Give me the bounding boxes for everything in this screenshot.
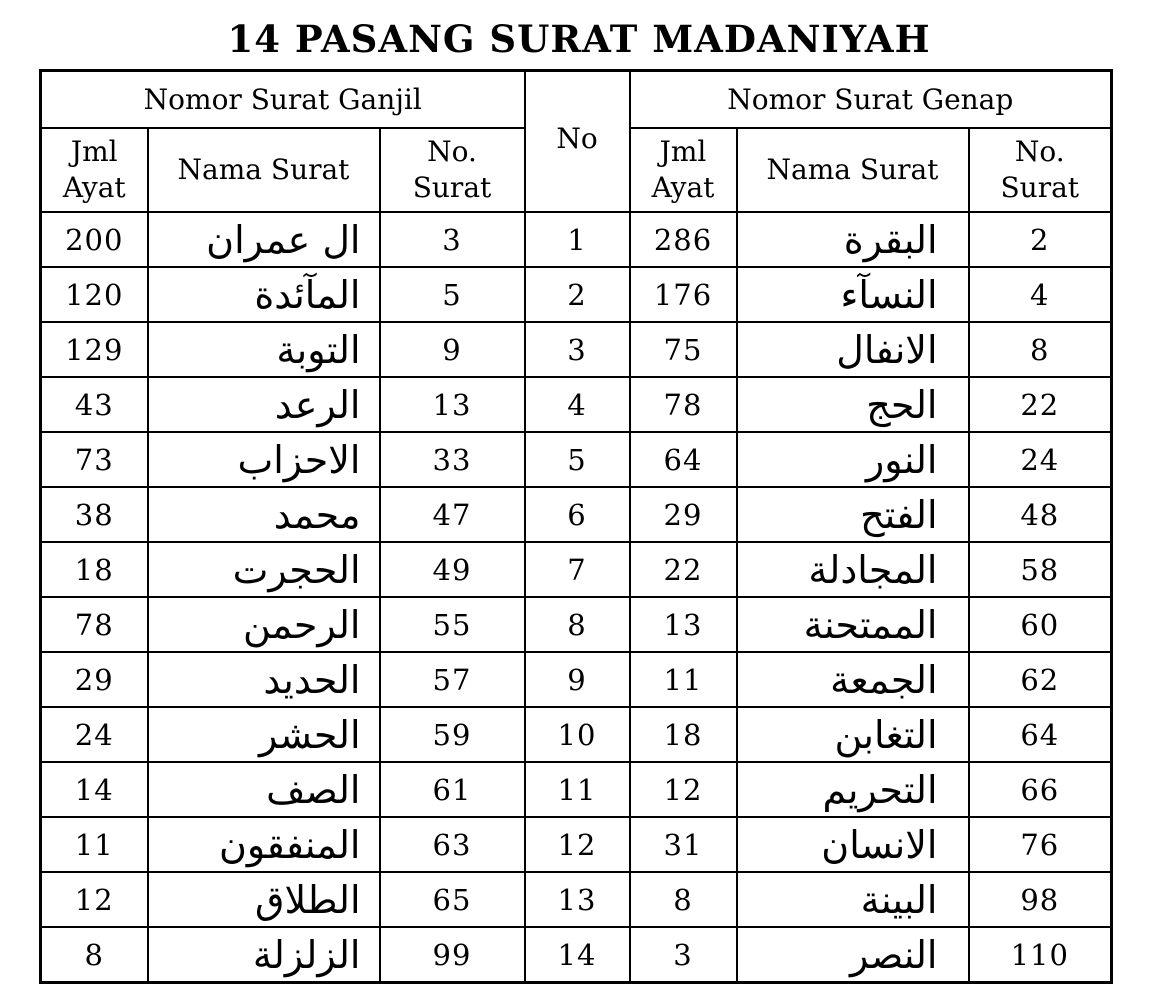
header-line: No. bbox=[1014, 135, 1065, 168]
genap-nama-cell: الحج bbox=[737, 377, 969, 432]
genap-no-cell: 24 bbox=[969, 432, 1112, 487]
table-row bbox=[41, 377, 1112, 432]
genap-nama-cell: الممتحنة bbox=[737, 597, 969, 652]
row-number-cell: 8 bbox=[525, 597, 630, 652]
row-number-cell: 14 bbox=[525, 927, 630, 983]
ganjil-nama-cell: الطلاق bbox=[148, 872, 380, 927]
ganjil-ayat-cell: 43 bbox=[41, 377, 148, 432]
ganjil-ayat-cell: 38 bbox=[41, 487, 148, 542]
genap-no-cell: 76 bbox=[969, 817, 1112, 872]
genap-nama-cell: البقرة bbox=[737, 212, 969, 267]
surah-pairs-table bbox=[39, 69, 1113, 984]
genap-nama-cell: الجمعة bbox=[737, 652, 969, 707]
row-number-cell: 5 bbox=[525, 432, 630, 487]
ganjil-jml-ayat-header bbox=[41, 128, 148, 212]
ganjil-nama-cell: التوبة bbox=[148, 322, 380, 377]
genap-ayat-cell: 176 bbox=[630, 267, 737, 322]
ganjil-no-cell: 5 bbox=[380, 267, 525, 322]
ganjil-no-cell: 57 bbox=[380, 652, 525, 707]
ganjil-nama-cell: الصف bbox=[148, 762, 380, 817]
row-number-cell: 1 bbox=[525, 212, 630, 267]
row-number-cell: 12 bbox=[525, 817, 630, 872]
genap-nama-cell: النسآء bbox=[737, 267, 969, 322]
ganjil-no-cell: 47 bbox=[380, 487, 525, 542]
row-number-cell: 9 bbox=[525, 652, 630, 707]
ganjil-ayat-cell: 8 bbox=[41, 927, 148, 983]
ganjil-ayat-cell: 29 bbox=[41, 652, 148, 707]
genap-nama-cell: النصر bbox=[737, 927, 969, 983]
ganjil-nama-cell: الحجرت bbox=[148, 542, 380, 597]
genap-no-cell: 110 bbox=[969, 927, 1112, 983]
genap-ayat-cell: 22 bbox=[630, 542, 737, 597]
genap-nama-cell: البينة bbox=[737, 872, 969, 927]
genap-no-cell: 58 bbox=[969, 542, 1112, 597]
ganjil-group-header: Nomor Surat Ganjil bbox=[41, 71, 525, 129]
genap-nama-cell: الفتح bbox=[737, 487, 969, 542]
ganjil-no-cell: 55 bbox=[380, 597, 525, 652]
header-line: No. bbox=[427, 135, 477, 168]
genap-nama-cell: النور bbox=[737, 432, 969, 487]
row-number-cell: 7 bbox=[525, 542, 630, 597]
genap-ayat-cell: 12 bbox=[630, 762, 737, 817]
genap-ayat-cell: 29 bbox=[630, 487, 737, 542]
genap-ayat-cell: 8 bbox=[630, 872, 737, 927]
genap-no-cell: 22 bbox=[969, 377, 1112, 432]
genap-ayat-cell: 18 bbox=[630, 707, 737, 762]
genap-nama-surat-header: Nama Surat bbox=[737, 128, 969, 212]
genap-jml-ayat-header bbox=[630, 128, 737, 212]
table-row bbox=[41, 652, 1112, 707]
ganjil-no-cell: 63 bbox=[380, 817, 525, 872]
ganjil-nama-cell: المنفقون bbox=[148, 817, 380, 872]
ganjil-no-cell: 9 bbox=[380, 322, 525, 377]
genap-no-cell: 66 bbox=[969, 762, 1112, 817]
table-row bbox=[41, 432, 1112, 487]
table-row bbox=[41, 212, 1112, 267]
genap-no-cell: 64 bbox=[969, 707, 1112, 762]
table-row bbox=[41, 322, 1112, 377]
table-row bbox=[41, 487, 1112, 542]
table-row bbox=[41, 927, 1112, 983]
genap-nama-cell: المجادلة bbox=[737, 542, 969, 597]
genap-group-header: Nomor Surat Genap bbox=[630, 71, 1112, 129]
ganjil-nama-cell: الرحمن bbox=[148, 597, 380, 652]
genap-nama-cell: التغابن bbox=[737, 707, 969, 762]
no-column-header: No bbox=[525, 71, 630, 213]
row-number-cell: 10 bbox=[525, 707, 630, 762]
ganjil-ayat-cell: 24 bbox=[41, 707, 148, 762]
row-number-cell: 2 bbox=[525, 267, 630, 322]
genap-no-cell: 98 bbox=[969, 872, 1112, 927]
genap-ayat-cell: 31 bbox=[630, 817, 737, 872]
row-number-cell: 3 bbox=[525, 322, 630, 377]
header-line: Surat bbox=[412, 171, 492, 204]
table-row bbox=[41, 267, 1112, 322]
table-row bbox=[41, 817, 1112, 872]
ganjil-nama-cell: المآئدة bbox=[148, 267, 380, 322]
genap-ayat-cell: 64 bbox=[630, 432, 737, 487]
ganjil-no-cell: 65 bbox=[380, 872, 525, 927]
genap-nama-cell: التحريم bbox=[737, 762, 969, 817]
genap-ayat-cell: 13 bbox=[630, 597, 737, 652]
header-line: Ayat bbox=[651, 171, 715, 204]
genap-ayat-cell: 78 bbox=[630, 377, 737, 432]
row-number-cell: 13 bbox=[525, 872, 630, 927]
table-row bbox=[41, 762, 1112, 817]
table-row bbox=[41, 597, 1112, 652]
ganjil-ayat-cell: 11 bbox=[41, 817, 148, 872]
ganjil-no-cell: 13 bbox=[380, 377, 525, 432]
header-line: Jml bbox=[70, 135, 118, 168]
ganjil-no-cell: 3 bbox=[380, 212, 525, 267]
table-row bbox=[41, 542, 1112, 597]
genap-ayat-cell: 3 bbox=[630, 927, 737, 983]
page-title: 14 PASANG SURAT MADANIYAH bbox=[227, 17, 931, 61]
ganjil-ayat-cell: 120 bbox=[41, 267, 148, 322]
ganjil-no-cell: 33 bbox=[380, 432, 525, 487]
row-number-cell: 6 bbox=[525, 487, 630, 542]
ganjil-nama-cell: الاحزاب bbox=[148, 432, 380, 487]
header-line: Jml bbox=[659, 135, 707, 168]
table-row bbox=[41, 872, 1112, 927]
genap-no-cell: 4 bbox=[969, 267, 1112, 322]
ganjil-nama-cell: الحشر bbox=[148, 707, 380, 762]
ganjil-no-cell: 49 bbox=[380, 542, 525, 597]
ganjil-ayat-cell: 14 bbox=[41, 762, 148, 817]
header-line: Surat bbox=[1000, 171, 1080, 204]
ganjil-nama-cell: الرعد bbox=[148, 377, 380, 432]
ganjil-nama-cell: الزلزلة bbox=[148, 927, 380, 983]
row-number-cell: 4 bbox=[525, 377, 630, 432]
ganjil-no-cell: 99 bbox=[380, 927, 525, 983]
genap-no-cell: 48 bbox=[969, 487, 1112, 542]
ganjil-nama-cell: ال عمران bbox=[148, 212, 380, 267]
genap-no-cell: 62 bbox=[969, 652, 1112, 707]
genap-no-cell: 8 bbox=[969, 322, 1112, 377]
ganjil-no-surat-header bbox=[380, 128, 525, 212]
genap-ayat-cell: 11 bbox=[630, 652, 737, 707]
ganjil-ayat-cell: 200 bbox=[41, 212, 148, 267]
ganjil-ayat-cell: 12 bbox=[41, 872, 148, 927]
ganjil-nama-surat-header: Nama Surat bbox=[148, 128, 380, 212]
genap-no-surat-header bbox=[969, 128, 1112, 212]
ganjil-ayat-cell: 73 bbox=[41, 432, 148, 487]
genap-ayat-cell: 286 bbox=[630, 212, 737, 267]
ganjil-ayat-cell: 18 bbox=[41, 542, 148, 597]
genap-ayat-cell: 75 bbox=[630, 322, 737, 377]
genap-no-cell: 60 bbox=[969, 597, 1112, 652]
genap-nama-cell: الانسان bbox=[737, 817, 969, 872]
ganjil-no-cell: 61 bbox=[380, 762, 525, 817]
header-line: Ayat bbox=[62, 171, 126, 204]
table-row bbox=[41, 707, 1112, 762]
genap-no-cell: 2 bbox=[969, 212, 1112, 267]
ganjil-nama-cell: الحديد bbox=[148, 652, 380, 707]
ganjil-ayat-cell: 78 bbox=[41, 597, 148, 652]
row-number-cell: 11 bbox=[525, 762, 630, 817]
ganjil-nama-cell: محمد bbox=[148, 487, 380, 542]
genap-nama-cell: الانفال bbox=[737, 322, 969, 377]
ganjil-no-cell: 59 bbox=[380, 707, 525, 762]
ganjil-ayat-cell: 129 bbox=[41, 322, 148, 377]
